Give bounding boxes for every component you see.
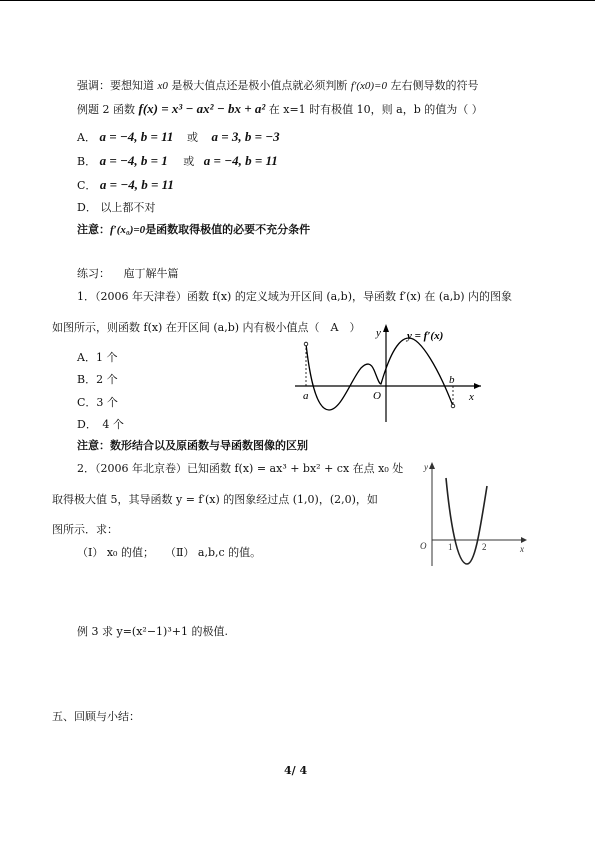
curve-label: y = f′(x) [407,330,444,342]
header-rule [0,0,595,1]
emphasis-suffix: 左右侧导数的符号 [390,79,479,92]
note2: 注意：数形结合以及原函数与导函数图像的区别 [77,439,308,452]
b-label: b [449,374,455,386]
emphasis-mid: 是极大值点还是极小值点就必须判断 [171,79,348,92]
y-label: y [424,462,428,472]
note1-math: f′(x₀)=0 [110,224,146,236]
option-value-alt: a = −4, b = 11 [203,153,278,168]
example2-condition: 在 x=1 时有极值 10，则 a，b 的值为（ ） [268,103,483,116]
origin-label: O [420,541,427,551]
example2-label: 例题 2 函数 [77,103,135,116]
option-key: B． [77,155,97,168]
example2-formula: f(x) = x³ − ax² − bx + a² [138,101,266,116]
option-or: 或 [186,131,198,144]
derivative-graph [293,320,493,425]
x-axis-arrow [521,537,527,543]
option-key: A． [77,131,96,144]
option-value: 以上都不对 [100,201,156,214]
parabola-graph [412,460,532,570]
option-value: a = −4, b = 11 [99,129,174,144]
option-value: a = −4, b = 11 [99,177,174,192]
a-endpoint [304,342,308,346]
emphasis-prefix: 强调：要想知道 [77,79,154,92]
option-a [77,129,280,146]
b-endpoint [451,404,455,408]
y-axis-arrow [383,324,389,332]
emphasis-line [77,78,478,94]
practice-heading [77,266,179,282]
q2-line1: 2．（2006 年北京卷）已知函数 f(x) = ax³ + bx² + cx 在点 x₀ 处 [77,462,404,475]
q1-option-c: C．3 个 [77,396,118,409]
q2-line3: 图所示．求： [52,523,118,536]
x-axis-arrow [474,383,481,389]
y-axis-arrow [429,462,435,469]
x-label: x [520,544,524,554]
practice-label: 练习： [77,267,110,280]
page-number: 4/ 4 [284,764,308,777]
option-value-alt: a = 3, b = −3 [211,129,280,144]
q1-option-a: A．1 个 [77,351,118,364]
q2-line2: 取得极大值 5，其导函数 y = f′(x) 的图象经过点 (1,0)，(2,0)，如 [52,493,378,506]
option-key: C． [77,179,97,192]
q2-parts: （Ⅰ） x₀ 的值； （Ⅱ） a,b,c 的值。 [77,546,262,559]
practice-title: 庖丁解牛篇 [123,267,179,280]
note1: 注意：f′(x₀)=0是函数取得极值的必要不充分条件 [77,223,311,236]
q1-option-d: D． 4 个 [77,418,124,431]
emphasis-condition: f′(x0)=0 [350,80,387,92]
emphasis-var: x0 [157,80,168,92]
option-or: 或 [183,155,195,168]
section5-heading: 五、回顾与小结： [52,710,140,723]
example3: 例 3 求 y=(x²−1)³+1 的极值. [77,625,228,638]
x-label: x [469,391,474,403]
option-value: a = −4, b = 1 [99,153,168,168]
example2-line [77,101,483,118]
y-label: y [376,327,381,339]
option-c [77,177,174,194]
a-label: a [303,390,309,402]
option-d [77,200,155,216]
origin-label: O [373,390,381,402]
tick-1: 1 [448,542,453,552]
tick-2: 2 [482,542,487,552]
q1-line2: 如图所示，则函数 f(x) 在开区间 (a,b) 内有极小值点（ A ） [52,321,361,334]
option-b [77,153,278,170]
option-key: D． [77,201,97,214]
note1-text: 是函数取得极值的必要不充分条件 [145,223,311,236]
q1-line1: 1．（2006 年天津卷）函数 f(x) 的定义域为开区间 (a,b)，导函数 f′(x) 在 (a,b) 内的图象 [77,290,513,303]
q1-option-b: B．2 个 [77,373,118,386]
